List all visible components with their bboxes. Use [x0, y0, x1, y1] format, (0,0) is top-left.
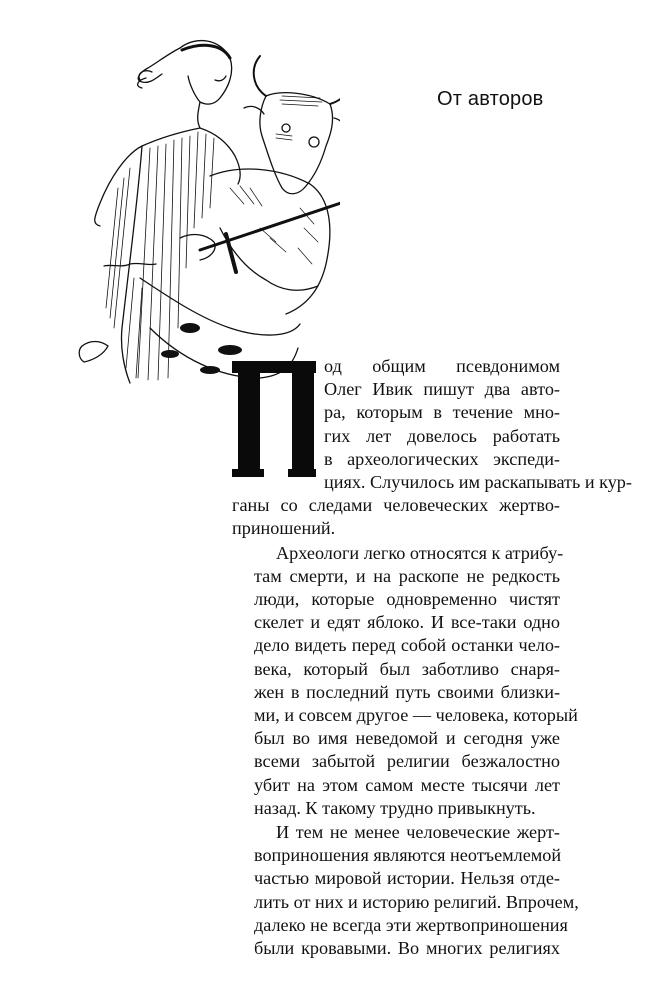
text-line: Олег Ивик пишут два авто-	[324, 379, 560, 400]
text-line: ми, и совсем другое — человека, который	[254, 705, 578, 726]
text-line: века, который был заботливо снаря-	[254, 658, 560, 679]
chapter-heading: От авторов	[437, 88, 544, 110]
text-line: в археологических экспеди-	[324, 448, 560, 469]
text-line: Археологи легко относятся к атрибу-	[276, 542, 564, 563]
text-line: ганы со следами человеческих жертво-	[232, 495, 560, 516]
paragraph-3	[232, 821, 579, 960]
minotaur-illustration-icon	[30, 28, 340, 388]
text-line: всеми забытой религии безжалостно	[254, 751, 560, 772]
paragraph-2	[232, 542, 578, 820]
text-line: гих лет довелось работать	[324, 425, 560, 446]
text-line: И тем не менее человеческие жерт-	[276, 822, 560, 843]
text-line: приношений.	[232, 518, 336, 539]
text-line: лить от них и историю религий. Впрочем,	[254, 891, 579, 912]
text-line: воприношения являются неотъемлемой	[254, 845, 562, 866]
text-line: были кровавыми. Во многих религиях	[254, 938, 560, 959]
text-line: убит на этом самом месте тысячи лет	[254, 774, 560, 795]
paragraph-1	[232, 355, 632, 541]
text-line: скелет и едят яблоко. И все-таки одно	[254, 612, 560, 633]
text-line: дело видеть перед собой останки чело-	[254, 635, 560, 656]
text-line: частью мировой истории. Нельзя отде-	[254, 868, 560, 889]
body-text	[232, 355, 632, 960]
drop-cap	[232, 361, 316, 477]
text-line: ра, которым в течение мно-	[324, 402, 560, 423]
text-line: циях. Случилось им раскапывать и кур-	[324, 472, 632, 493]
text-line: был во имя неведомой и сегодня уже	[254, 728, 560, 749]
text-line: люди, которые одновременно чистят	[254, 589, 560, 610]
text-line: далеко не всегда эти жертвоприношения	[254, 914, 568, 935]
text-line: там смерти, и на раскопе не редкость	[254, 565, 560, 586]
text-line: жен в последний путь своими близки-	[254, 681, 560, 702]
text-line: од общим псевдонимом	[324, 356, 560, 376]
text-line: назад. К такому трудно привыкнуть.	[254, 797, 536, 818]
